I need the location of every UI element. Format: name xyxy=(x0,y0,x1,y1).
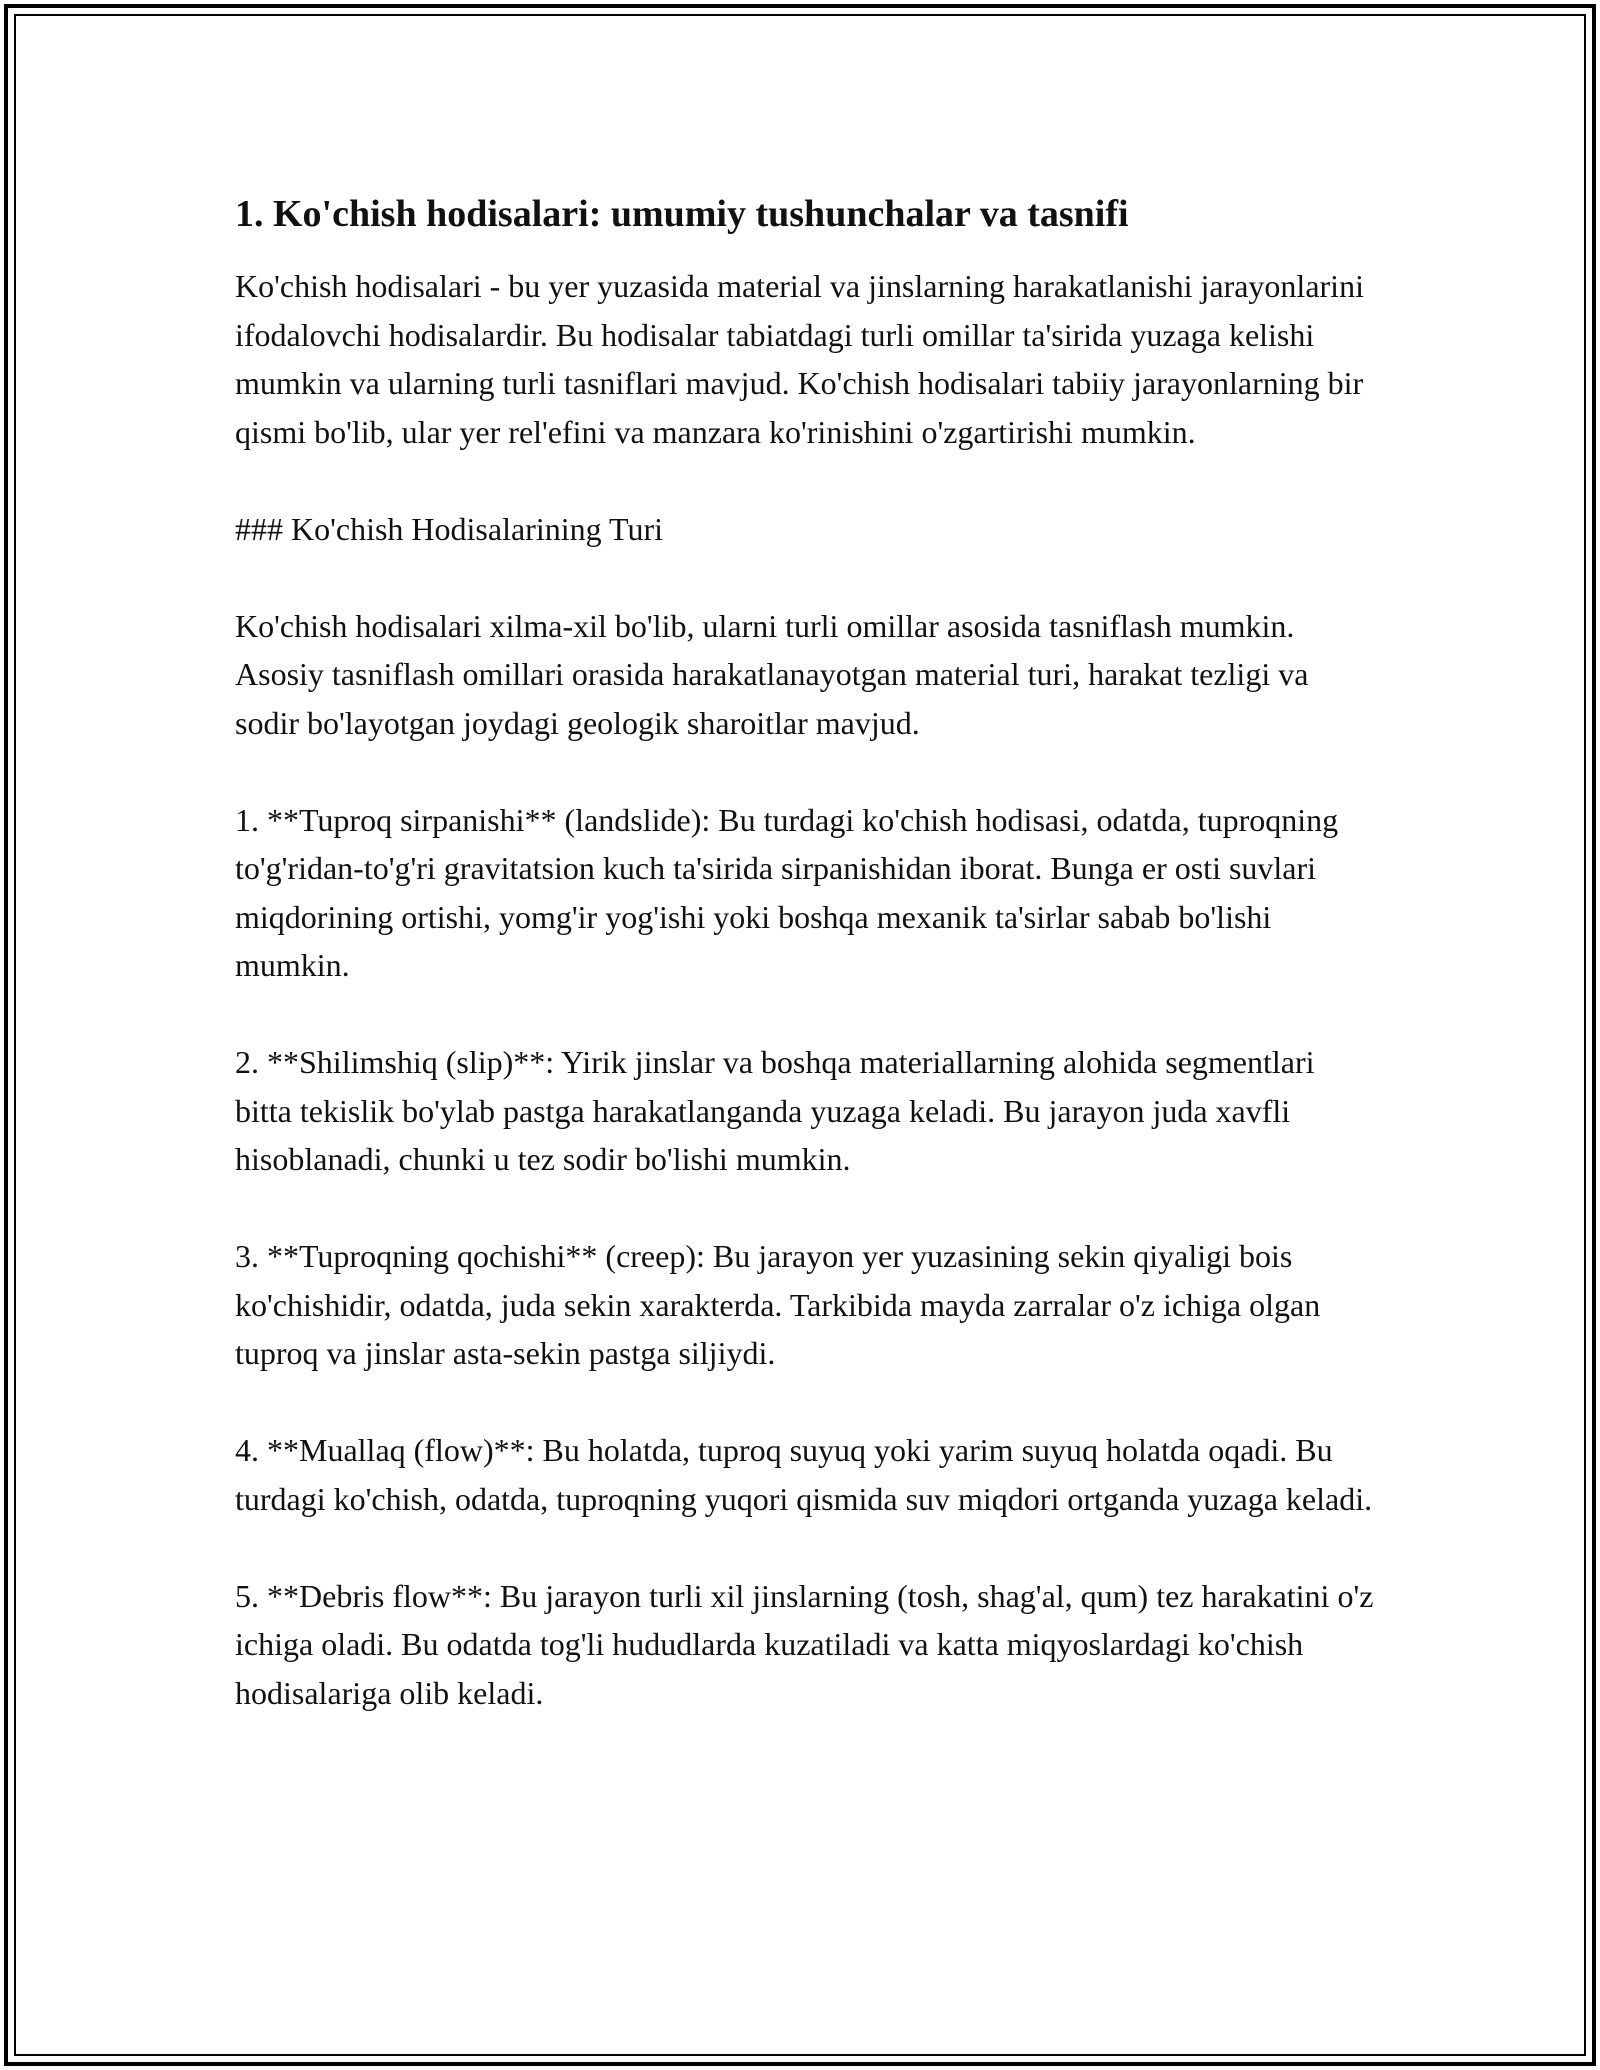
paragraph-intro: Ko'chish hodisalari - bu yer yuzasida material va jinslarning harakatlanishi jarayonlarini ifodalovchi hodisalardir. Bu hodisalar tabiatdagi turli omillar ta'sirida yuzaga kelishi mumkin va ularning turli tasniflari mavjud. Ko'chish hodisalari tabiiy jarayonlarning bir qismi bo'lib, ular yer rel'efini va manzara ko'rinishini o'zgartirishi mumkin. xyxy=(235,268,1364,450)
paragraph-section-heading: ### Ko'chish Hodisalarining Turi xyxy=(235,510,663,547)
paragraph-item-2: 2. **Shilimshiq (slip)**: Yirik jinslar va boshqa materiallarning alohida segmentlari bitta tekislik bo'ylab pastga harakatlanganda yuzaga keladi. Bu jarayon juda xavfli hisoblanadi, chunki u tez sodir bo'lishi mumkin. xyxy=(235,1044,1315,1177)
document-title: 1. Ko'chish hodisalari: umumiy tushunchalar va tasnifi xyxy=(235,193,1129,235)
document-body xyxy=(235,190,1375,1766)
paragraph-item-3: 3. **Tuproqning qochishi** (creep): Bu jarayon yer yuzasining sekin qiyaligi bois ko'chishidir, odatda, juda sekin xarakterda. Tarkibida mayda zarralar o'z ichiga olgan tuproq va jinslar asta-sekin pastga siljiydi. xyxy=(235,1238,1321,1371)
paragraph-classification: Ko'chish hodisalari xilma-xil bo'lib, ularni turli omillar asosida tasniflash mumkin. Asosiy tasniflash omillari orasida harakatlanayotgan material turi, harakat tezligi va sodir bo'layotgan joydagi geologik sharoitlar mavjud. xyxy=(235,607,1309,741)
paragraph-item-4: 4. **Muallaq (flow)**: Bu holatda, tuproq suyuq yoki yarim suyuq holatda oqadi. Bu turdagi ko'chish, odatda, tuproqning yuqori qismida suv miqdori ortganda yuzaga keladi. xyxy=(235,1432,1373,1517)
paragraph-item-1: 1. **Tuproq sirpanishi** (landslide): Bu turdagi ko'chish hodisasi, odatda, tuproqning to'g'ridan-to'g'ri gravitatsion kuch ta'sirida sirpanishidan iborat. Bunga er osti suvlari miqdorining ortishi, yomg'ir yog'ishi yoki boshqa mexanik ta'sirlar sabab bo'lishi mumkin. xyxy=(235,801,1339,983)
paragraph-item-5: 5. **Debris flow**: Bu jarayon turli xil jinslarning (tosh, shag'al, qum) tez harakatini o'z ichiga oladi. Bu odatda tog'li hududlarda kuzatiladi va katta miqyoslardagi ko'chish hodisalariga olib keladi. xyxy=(235,1577,1374,1711)
